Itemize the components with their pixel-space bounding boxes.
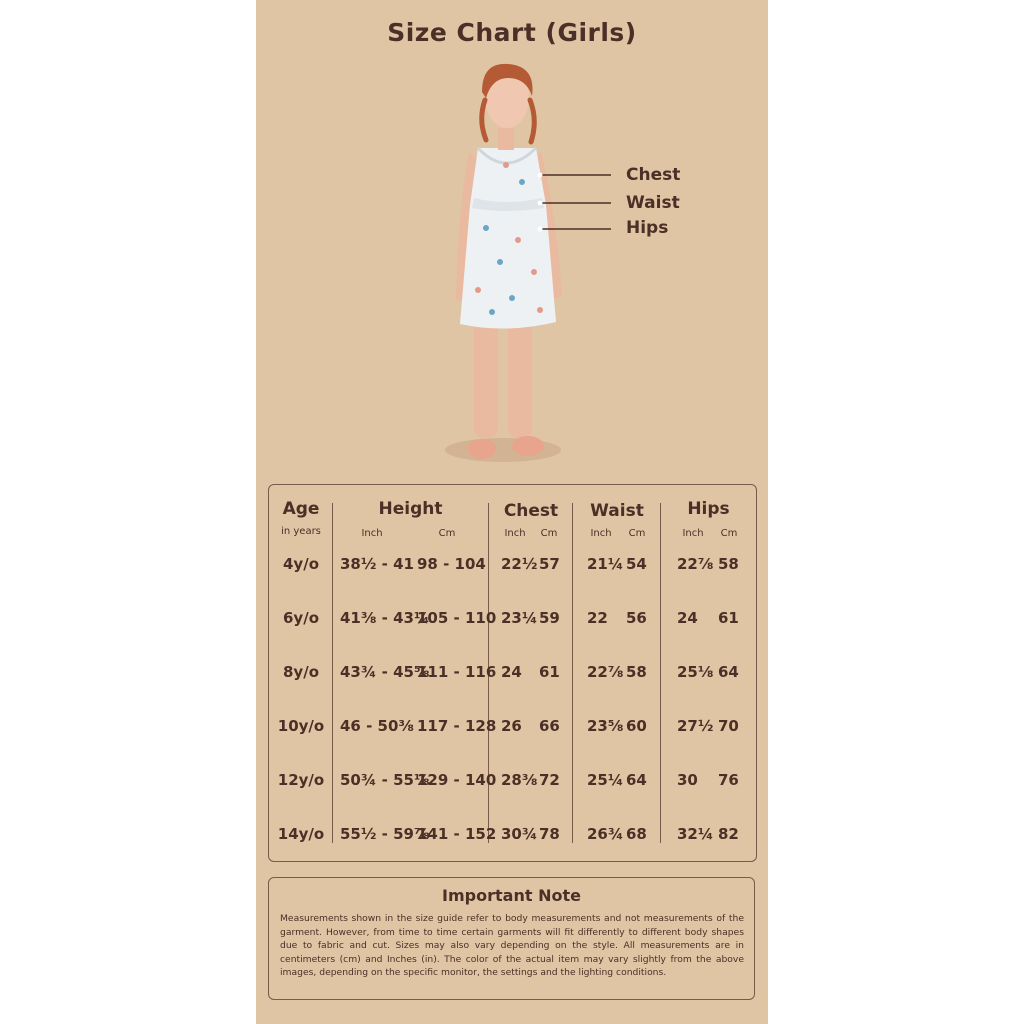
cell-waist-cm: 64 xyxy=(626,771,647,789)
cell-waist-inch: 22⅞ xyxy=(587,663,624,681)
cell-chest-inch: 26 xyxy=(501,717,522,735)
cell-waist-cm: 56 xyxy=(626,609,647,627)
header-hips-inch: Inch xyxy=(682,528,704,539)
right-leg xyxy=(508,318,532,438)
cell-age: 8y/o xyxy=(283,663,319,681)
cell-waist-cm: 58 xyxy=(626,663,647,681)
cell-chest-inch: 24 xyxy=(501,663,522,681)
cell-hips-inch: 27½ xyxy=(677,717,714,735)
cell-chest-cm: 61 xyxy=(539,663,560,681)
size-table xyxy=(268,484,757,862)
hips-label: Hips xyxy=(626,218,669,238)
waist-dot xyxy=(538,201,543,206)
cell-chest-cm: 57 xyxy=(539,555,560,573)
header-age: Age xyxy=(282,499,320,519)
cell-chest-cm: 72 xyxy=(539,771,560,789)
header-hips-cm: Cm xyxy=(720,528,738,539)
cell-height-inch: 50¾ - 55⅛ xyxy=(340,771,430,789)
cell-hips-cm: 61 xyxy=(718,609,739,627)
cell-waist-cm: 54 xyxy=(626,555,647,573)
cell-height-inch: 55½ - 59⅞ xyxy=(340,825,430,843)
table-row xyxy=(269,825,756,849)
note-title: Important Note xyxy=(442,886,581,905)
cell-chest-inch: 23¼ xyxy=(501,609,538,627)
cell-chest-inch: 30¾ xyxy=(501,825,538,843)
cell-waist-inch: 23⅝ xyxy=(587,717,624,735)
cell-chest-cm: 66 xyxy=(539,717,560,735)
cell-hips-cm: 82 xyxy=(718,825,739,843)
neck xyxy=(498,128,514,150)
cell-chest-cm: 78 xyxy=(539,825,560,843)
header-hips: Hips xyxy=(687,499,730,519)
cell-height-cm: 129 - 140 xyxy=(417,771,497,789)
cell-age: 14y/o xyxy=(277,825,325,843)
cell-hips-cm: 64 xyxy=(718,663,739,681)
cell-hips-inch: 25⅛ xyxy=(677,663,714,681)
header-waist: Waist xyxy=(590,501,644,521)
chest-label: Chest xyxy=(626,165,681,185)
cell-height-inch: 46 - 50⅜ xyxy=(340,717,414,735)
header-height-inch: Inch xyxy=(361,528,383,539)
header-height-cm: Cm xyxy=(438,528,456,539)
cell-hips-inch: 30 xyxy=(677,771,698,789)
cell-waist-cm: 60 xyxy=(626,717,647,735)
right-braid xyxy=(530,100,534,142)
cell-waist-inch: 25¼ xyxy=(587,771,624,789)
cell-age: 10y/o xyxy=(277,717,325,735)
cell-waist-inch: 21¼ xyxy=(587,555,624,573)
cell-height-cm: 117 - 128 xyxy=(417,717,497,735)
cell-hips-cm: 76 xyxy=(718,771,739,789)
header-waist-cm: Cm xyxy=(628,528,646,539)
header-chest-inch: Inch xyxy=(504,528,526,539)
floor-shadow xyxy=(445,438,561,462)
header-chest-cm: Cm xyxy=(540,528,558,539)
hips-dot xyxy=(538,227,543,232)
cell-height-cm: 98 - 104 xyxy=(417,555,486,573)
cell-chest-inch: 28⅜ xyxy=(501,771,538,789)
cell-height-inch: 43¾ - 45⅝ xyxy=(340,663,430,681)
cell-height-cm: 105 - 110 xyxy=(417,609,497,627)
header-waist-inch: Inch xyxy=(590,528,612,539)
cell-hips-cm: 58 xyxy=(718,555,739,573)
cell-hips-cm: 70 xyxy=(718,717,739,735)
header-chest: Chest xyxy=(503,501,559,521)
size-chart-panel xyxy=(256,0,768,1024)
cell-height-cm: 111 - 116 xyxy=(417,663,497,681)
model-figure xyxy=(256,0,768,480)
cell-height-cm: 141 - 152 xyxy=(417,825,497,843)
cell-height-inch: 41⅜ - 43¼ xyxy=(340,609,430,627)
cell-chest-inch: 22½ xyxy=(501,555,538,573)
cell-waist-cm: 68 xyxy=(626,825,647,843)
note-text: Measurements shown in the size guide refer to body measurements and not measurements of the garment. However, from time to time certain garments will fit differently to different body shapes due to fabric and cut. Sizes may also vary depending on the style. All measurements are in centimeters (cm) and Inches (in). The color of the actual item may vary slightly from the above images, depending on the specific monitor, the settings and the lighting conditions. xyxy=(280,913,744,979)
page-title: Size Chart (Girls) xyxy=(387,18,637,47)
left-leg xyxy=(474,318,498,438)
header-height: Height xyxy=(378,499,443,519)
header-age-sub: in years xyxy=(281,526,321,537)
important-note xyxy=(268,877,755,1000)
cell-hips-inch: 32¼ xyxy=(677,825,714,843)
chest-dot xyxy=(538,173,543,178)
left-shoe xyxy=(468,439,496,459)
cell-waist-inch: 26¾ xyxy=(587,825,624,843)
table-row xyxy=(269,555,756,579)
table-row xyxy=(269,771,756,795)
table-row xyxy=(269,717,756,741)
cell-height-inch: 38½ - 41 xyxy=(340,555,414,573)
table-row xyxy=(269,609,756,633)
cell-age: 4y/o xyxy=(283,555,319,573)
cell-hips-inch: 22⅞ xyxy=(677,555,714,573)
right-shoe xyxy=(512,436,544,456)
cell-chest-cm: 59 xyxy=(539,609,560,627)
cell-hips-inch: 24 xyxy=(677,609,698,627)
left-braid xyxy=(482,100,486,140)
cell-age: 6y/o xyxy=(283,609,319,627)
cell-waist-inch: 22 xyxy=(587,609,608,627)
waist-label: Waist xyxy=(626,193,680,213)
cell-age: 12y/o xyxy=(277,771,325,789)
table-row xyxy=(269,663,756,687)
